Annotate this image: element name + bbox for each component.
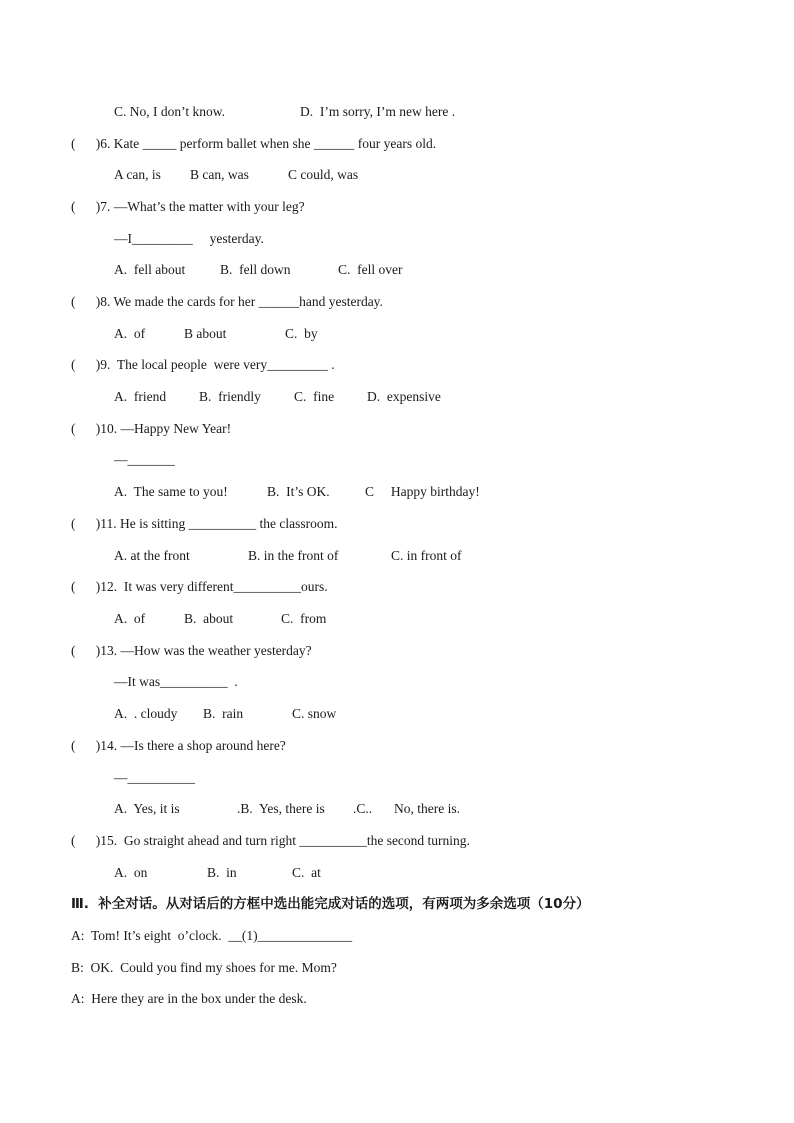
dialogue-line-2: B: OK. Could you find my shoes for me. Mom? <box>71 960 337 975</box>
q10-option-a: A. The same to you! <box>114 484 228 499</box>
q9-option-a: A. friend <box>114 389 167 404</box>
q5-option-d: D. I’m sorry, I’m new here . <box>300 104 456 119</box>
q10-reply: —_______ <box>114 452 175 467</box>
q5-option-c: C. No, I don’t know. <box>114 104 225 119</box>
q8-option-b: B about <box>184 326 227 341</box>
q13-stem: ( )13. —How was the weather yesterday? <box>71 643 312 658</box>
q15-options <box>0 864 794 882</box>
q11-option-a: A. at the front <box>114 548 190 563</box>
dialogue-line-3: A: Here they are in the box under the desk. <box>71 991 307 1006</box>
q8-option-a: A. of <box>114 326 146 341</box>
q6-option-a: A can, is <box>114 167 161 182</box>
q15-option-a: A. on <box>114 865 148 880</box>
q11-options <box>0 547 794 565</box>
q10-options <box>0 483 794 501</box>
q13-options <box>0 705 794 723</box>
q13-option-b: B. rain <box>203 706 244 721</box>
q9-option-b: B. friendly <box>199 389 261 404</box>
q14-option-a: A. Yes, it is <box>114 801 180 816</box>
q9-option-c: C. fine <box>294 389 335 404</box>
q12-stem: ( )12. It was very different__________ours. <box>71 579 328 594</box>
q14-reply: —__________ <box>114 770 195 785</box>
q6-option-b: B can, was <box>190 167 249 182</box>
q11-option-c: C. in front of <box>391 548 462 563</box>
q9-stem: ( )9. The local people were very_________ . <box>71 357 335 372</box>
q11-stem: ( )11. He is sitting __________ the classroom. <box>71 516 338 531</box>
q13-option-c: C. snow <box>292 706 337 721</box>
q12-option-c: C. from <box>281 611 327 626</box>
q13-reply: —It was__________ . <box>114 674 238 689</box>
q7-reply: —I_________ yesterday. <box>114 231 264 246</box>
q8-option-c: C. by <box>285 326 318 341</box>
q15-option-b: B. in <box>207 865 237 880</box>
q14-option-c: .C.. <box>353 801 373 816</box>
q6-options <box>0 166 794 184</box>
q10-option-b: B. It’s OK. <box>267 484 330 499</box>
q9-option-d: D. expensive <box>367 389 441 404</box>
q14-option-b: .B. Yes, there is <box>237 801 325 816</box>
q9-options <box>0 388 794 406</box>
q6-stem: ( )6. Kate _____ perform ballet when she ______ four years old. <box>71 136 437 151</box>
q7-options <box>0 261 794 279</box>
q12-option-a: A. of <box>114 611 146 626</box>
q10-stem: ( )10. —Happy New Year! <box>71 421 232 436</box>
q8-stem: ( )8. We made the cards for her ______hand yesterday. <box>71 294 383 309</box>
q15-option-c: C. at <box>292 865 321 880</box>
q8-options <box>0 325 794 343</box>
q13-option-a: A. . cloudy <box>114 706 178 721</box>
q14-stem: ( )14. —Is there a shop around here? <box>71 738 286 753</box>
q5-options <box>0 103 794 121</box>
q12-options <box>0 610 794 628</box>
q11-option-b: B. in the front of <box>248 548 339 563</box>
q12-option-b: B. about <box>184 611 234 626</box>
dialogue-line-1: A: Tom! It’s eight o’clock. __(1)______________ <box>71 928 353 943</box>
q14-option-c-text: No, there is. <box>394 801 460 816</box>
q14-options <box>0 800 794 818</box>
q15-stem: ( )15. Go straight ahead and turn right __________the second turning. <box>71 833 470 848</box>
q7-option-a: A. fell about <box>114 262 186 277</box>
q10-option-c: C Happy birthday! <box>365 484 480 499</box>
q7-option-b: B. fell down <box>220 262 291 277</box>
q7-stem: ( )7. —What’s the matter with your leg? <box>71 199 305 214</box>
section3-heading: Ⅲ. 补全对话。从对话后的方框中选出能完成对话的选项，有两项为多余选项（10分） <box>71 896 590 912</box>
q6-option-c: C could, was <box>288 167 359 182</box>
q7-option-c: C. fell over <box>338 262 403 277</box>
